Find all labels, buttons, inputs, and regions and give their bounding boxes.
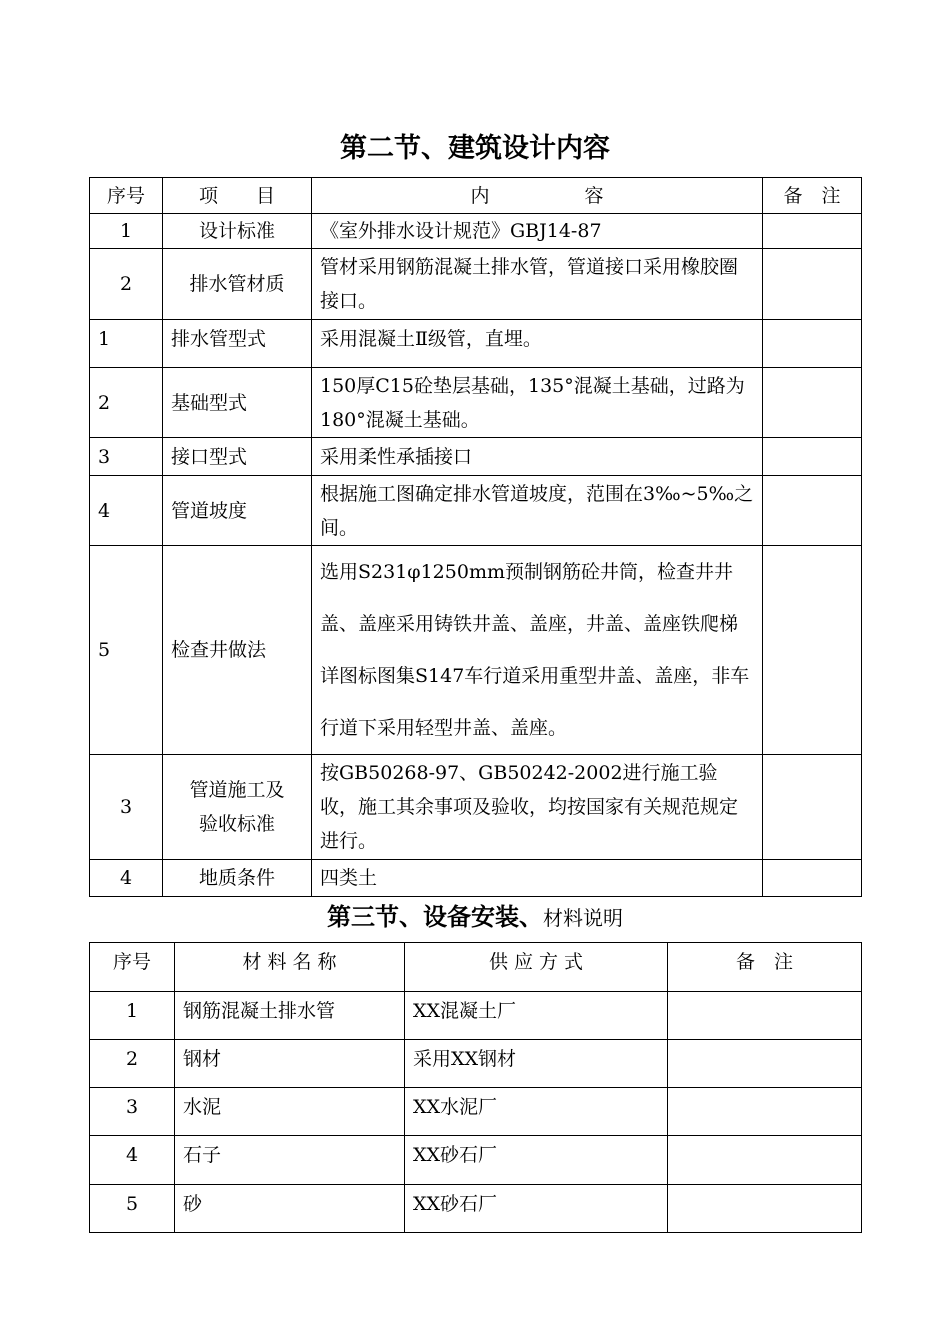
row-content: 按GB50268-97、GB50242-2002进行施工验收，施工其余事项及验收，均按国家有关规范规定进行。: [312, 755, 763, 860]
row-item: 基础型式: [163, 368, 312, 438]
header-no: 序号: [90, 943, 175, 992]
row-no: 3: [90, 755, 163, 860]
row-no: 3: [90, 438, 163, 476]
row-remark: [763, 368, 862, 438]
row-supply: 采用XX钢材: [405, 1040, 668, 1088]
table-row: [90, 476, 862, 546]
header-no: 序号: [90, 178, 163, 214]
row-no: 2: [90, 249, 163, 320]
header-remark: 备 注: [668, 943, 862, 992]
table-row: [90, 438, 862, 476]
row-remark: [763, 860, 862, 897]
table-header-row: [90, 943, 862, 992]
row-no: 3: [90, 1088, 175, 1136]
table-header-row: [90, 178, 862, 214]
row-no: 1: [90, 992, 175, 1040]
design-content-table: [89, 177, 862, 897]
section2-title: 第二节、建筑设计内容: [340, 133, 610, 164]
materials-table: [89, 942, 862, 1233]
row-name: 钢筋混凝土排水管: [175, 992, 405, 1040]
row-remark: [763, 214, 862, 249]
row-supply: XX水泥厂: [405, 1088, 668, 1136]
header-content: 内 容: [312, 178, 763, 214]
row-no: 4: [90, 476, 163, 546]
row-name: 水泥: [175, 1088, 405, 1136]
section3-title-small: 材料说明: [543, 906, 623, 930]
row-content: 《室外排水设计规范》GBJ14-87: [312, 214, 763, 249]
row-no: 2: [90, 368, 163, 438]
table-row: [90, 755, 862, 860]
row-item: 检查井做法: [163, 546, 312, 755]
row-item: 地质条件: [163, 860, 312, 897]
header-name: 材 料 名 称: [175, 943, 405, 992]
row-item: 接口型式: [163, 438, 312, 476]
row-remark: [668, 1136, 862, 1185]
table-row: [90, 546, 862, 755]
table-row: [90, 1040, 862, 1088]
table-row: [90, 992, 862, 1040]
row-no: 1: [90, 320, 163, 368]
row-supply: XX砂石厂: [405, 1185, 668, 1233]
table-row: [90, 214, 862, 249]
row-remark: [668, 1088, 862, 1136]
row-content: 四类土: [312, 860, 763, 897]
table-row: [90, 1185, 862, 1233]
table-row: [90, 249, 862, 320]
row-item: [163, 755, 312, 860]
row-content: 管材采用钢筋混凝土排水管，管道接口采用橡胶圈接口。: [312, 249, 763, 320]
header-item: 项 目: [163, 178, 312, 214]
row-no: 4: [90, 860, 163, 897]
row-item-line: 验收标准: [198, 813, 275, 835]
row-remark: [763, 320, 862, 368]
row-content: 150厚C15砼垫层基础，135°混凝土基础，过路为180°混凝土基础。: [312, 368, 763, 438]
row-name: 钢材: [175, 1040, 405, 1088]
row-name: 砂: [175, 1185, 405, 1233]
table-row: [90, 860, 862, 897]
row-item: 设计标准: [163, 214, 312, 249]
row-supply: XX砂石厂: [405, 1136, 668, 1185]
table-row: [90, 368, 862, 438]
row-no: 1: [90, 214, 163, 249]
row-remark: [763, 249, 862, 320]
header-supply: 供 应 方 式: [405, 943, 668, 992]
section3-title: [0, 897, 950, 932]
row-remark: [668, 992, 862, 1040]
row-no: 5: [90, 1185, 175, 1233]
row-content: 选用S231φ1250mm预制钢筋砼井筒，检查井井盖、盖座采用铸铁井盖、盖座，井盖、盖座铁爬梯详图标图集S147车行道采用重型井盖、盖座，非车行道下采用轻型井盖、盖座。: [312, 546, 763, 755]
row-name: 石子: [175, 1136, 405, 1185]
row-content: 采用柔性承插接口: [312, 438, 763, 476]
row-content: 根据施工图确定排水管道坡度，范围在3‰~5‰之间。: [312, 476, 763, 546]
row-remark: [763, 546, 862, 755]
row-no: 2: [90, 1040, 175, 1088]
row-remark: [668, 1185, 862, 1233]
row-remark: [668, 1040, 862, 1088]
header-remark: 备 注: [763, 178, 862, 214]
row-no: 5: [90, 546, 163, 755]
row-no: 4: [90, 1136, 175, 1185]
row-remark: [763, 438, 862, 476]
row-content: 采用混凝土Ⅱ级管，直埋。: [312, 320, 763, 368]
row-item: 排水管型式: [163, 320, 312, 368]
table-row: [90, 1088, 862, 1136]
section3-title-main: 第三节、设备安装、: [327, 903, 543, 931]
row-item: 管道坡度: [163, 476, 312, 546]
row-remark: [763, 476, 862, 546]
table-row: [90, 1136, 862, 1185]
row-item-line: 管道施工及: [189, 779, 285, 801]
row-remark: [763, 755, 862, 860]
table-row: [90, 320, 862, 368]
row-item: 排水管材质: [163, 249, 312, 320]
row-supply: XX混凝土厂: [405, 992, 668, 1040]
